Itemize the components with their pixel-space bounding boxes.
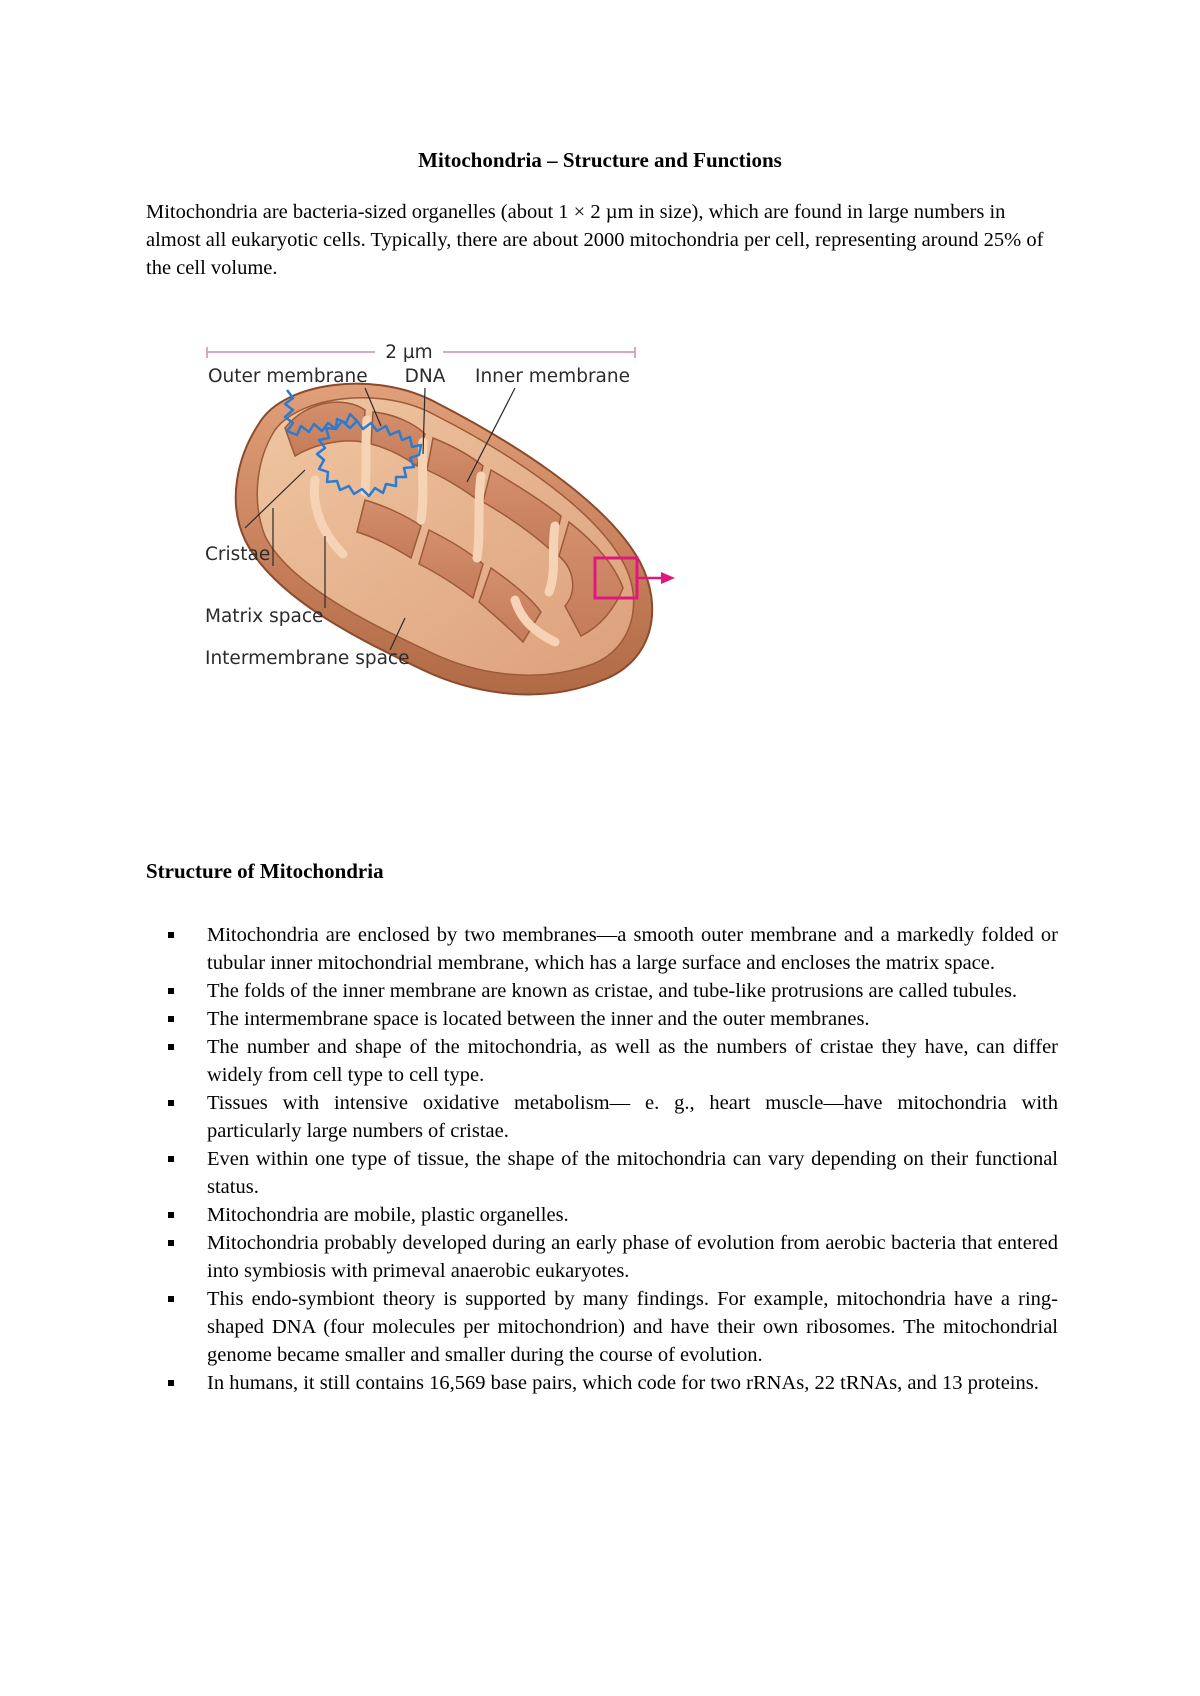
intro-paragraph: Mitochondria are bacteria-sized organelles (about 1 × 2 µm in size), which are found in large numbers in almost all eukaryotic cells. Typically, there are about 2000 mitochondria per cell, representing around 25% of the cell volume. — [146, 201, 1044, 279]
bullet-square-icon — [168, 1016, 174, 1022]
list-item: Even within one type of tissue, the shape of the mitochondria can vary depending on their functional status. — [146, 1145, 1058, 1201]
list-item: The intermembrane space is located between the inner and the outer membranes. — [146, 1005, 1058, 1033]
list-item: This endo-symbiont theory is supported by many findings. For example, mitochondria have a ring-shaped DNA (four molecules per mitochondrion) and have their own ribosomes. The mitochondrial genome became smaller and smaller during the course of evolution. — [146, 1285, 1058, 1369]
bullet-square-icon — [168, 1100, 174, 1106]
list-item: The folds of the inner membrane are known as cristae, and tube-like protrusions are called tubules. — [146, 977, 1058, 1005]
label-matrix-space: Matrix space — [205, 606, 324, 627]
bullet-square-icon — [168, 1296, 174, 1302]
highlight-arrow — [661, 572, 675, 584]
bullet-square-icon — [168, 1212, 174, 1218]
label-outer-membrane: Outer membrane — [208, 366, 368, 387]
section-heading: Structure of Mitochondria — [146, 859, 384, 883]
structure-bullet-list — [146, 921, 1058, 1397]
list-item: Mitochondria are mobile, plastic organelles. — [146, 1201, 1058, 1229]
scale-bar — [207, 342, 635, 363]
label-intermembrane-space: Intermembrane space — [205, 648, 410, 669]
scale-label: 2 µm — [385, 342, 433, 363]
list-item: Tissues with intensive oxidative metabolism— e. g., heart muscle—have mitochondria with particularly large numbers of cristae. — [146, 1089, 1058, 1145]
bullet-square-icon — [168, 1156, 174, 1162]
list-item: Mitochondria probably developed during an early phase of evolution from aerobic bacteria that entered into symbiosis with primeval anaerobic eukaryotes. — [146, 1229, 1058, 1285]
list-item: The number and shape of the mitochondria, as well as the numbers of cristae they have, can differ widely from cell type to cell type. — [146, 1033, 1058, 1089]
mitochondrion-diagram — [205, 330, 755, 750]
page-title: Mitochondria – Structure and Functions — [418, 148, 782, 172]
list-item: In humans, it still contains 16,569 base pairs, which code for two rRNAs, 22 tRNAs, and 13 proteins. — [146, 1369, 1058, 1397]
bullet-square-icon — [168, 1044, 174, 1050]
bullet-square-icon — [168, 988, 174, 994]
list-item: Mitochondria are enclosed by two membranes—a smooth outer membrane and a markedly folded or tubular inner mitochondrial membrane, which has a large surface and encloses the matrix space. — [146, 921, 1058, 977]
bullet-square-icon — [168, 1240, 174, 1246]
bullet-square-icon — [168, 1380, 174, 1386]
bullet-square-icon — [168, 932, 174, 938]
label-cristae: Cristae — [205, 544, 271, 565]
label-inner-membrane: Inner membrane — [475, 366, 630, 387]
label-dna: DNA — [404, 366, 446, 387]
